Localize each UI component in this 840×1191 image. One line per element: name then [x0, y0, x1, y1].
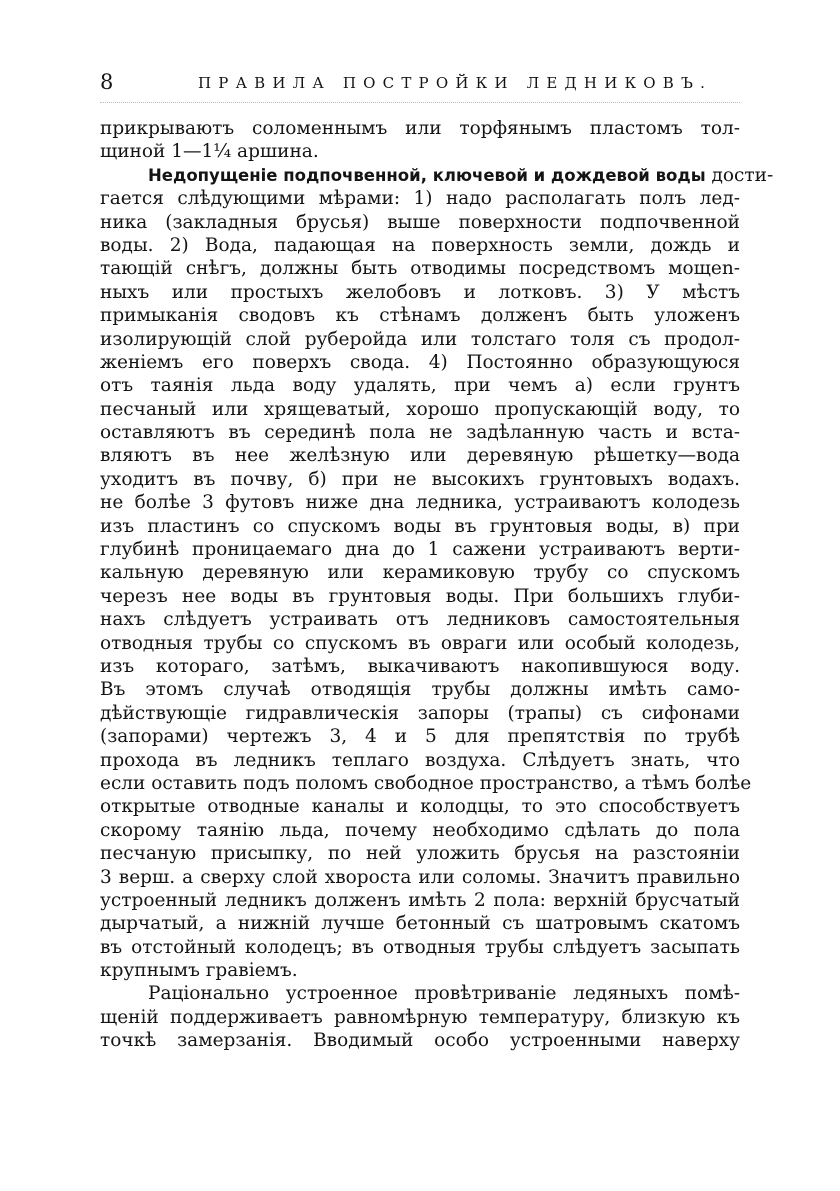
text-line: щиной 1—1¼ аршина. — [100, 141, 319, 163]
text-line: глубинѣ проницаемаго дна до 1 сажени устраиваютъ верти- — [100, 539, 740, 561]
text-line: воды. 2) Вода, падающая на поверхность земли, дождь и — [100, 234, 740, 256]
text-line: если оставить подъ поломъ свободное пространство, а тѣмъ болѣе — [100, 772, 752, 794]
text-line: черезъ нее воды въ грунтовыя воды. При большихъ глуби- — [100, 585, 740, 607]
text-line: (запорами) чертежъ 3, 4 и 5 для препятствія по трубѣ — [100, 726, 740, 748]
running-title: ПРАВИЛА ПОСТРОЙКИ ЛЕДНИКОВЪ. — [198, 74, 713, 92]
text-line: нахъ слѣдуетъ устраивать отъ ледниковъ самостоятельныя — [100, 609, 740, 631]
text-line: точкѣ замерзанія. Вводимый особо устроенными наверху — [100, 1030, 740, 1052]
text-line: дѣйствующіе гидравлическія запоры (трапы) съ сифонами — [100, 702, 740, 724]
header-rule — [100, 102, 740, 103]
text-line: не болѣе 3 футовъ ниже дна ледника, устраиваютъ колодезь — [100, 492, 740, 514]
text-line: вляютъ въ нее желѣзную или деревяную рѣшетку—вода — [100, 445, 740, 467]
text-line: изъ котораго, затѣмъ, выкачиваютъ накопившуюся воду. — [100, 655, 740, 677]
text-line: песчаный или хрящеватый, хорошо пропускающій воду, то — [100, 398, 740, 420]
text-line: прикрываютъ соломеннымъ или торфянымъ пластомъ тол- — [100, 118, 740, 139]
text-line: дырчатый, а нижній лучше бетонный съ шатровымъ скатомъ — [100, 913, 740, 935]
page-number: 8 — [100, 70, 114, 94]
text-line: примыканія сводовъ къ стѣнамъ долженъ быть уложенъ — [100, 305, 740, 327]
page-header — [100, 70, 740, 100]
paragraph-heading-line — [100, 164, 774, 187]
section-heading: Недопущеніе подпочвенной, ключевой и дождевой воды — [148, 165, 706, 185]
text-line: оставляютъ въ серединѣ пола не задѣланную часть и вста- — [100, 422, 740, 444]
text-line: открытые отводные каналы и колодцы, то это способствуетъ — [100, 796, 740, 818]
text-line: крупнымъ гравіемъ. — [100, 960, 298, 982]
text-line: прохода въ ледникъ теплаго воздуха. Слѣдуетъ знать, что — [100, 749, 740, 771]
text-line: тающій снѣгъ, должны быть отводимы посредствомъ мощеn- — [100, 258, 740, 280]
text-line: уходитъ въ почву, б) при не высокихъ грунтовыхъ водахъ. — [100, 468, 740, 490]
text-line: въ отстойный колодецъ; въ отводныя трубы слѣдуетъ засыпать — [100, 936, 740, 958]
text-line: изолирующій слой руберойда или толстаго толя съ продол- — [100, 328, 740, 350]
text-line: ныхъ или простыхъ желобовъ и лотковъ. 3) У мѣстъ — [100, 281, 740, 303]
text-line: женіемъ его поверхъ свода. 4) Постоянно образующуюся — [100, 351, 740, 373]
text-line: скорому таянію льда, почему необходимо сдѣлать до пола — [100, 819, 740, 841]
text-line: Въ этомъ случаѣ отводящія трубы должны имѣть само- — [100, 679, 740, 701]
text-line: устроенный ледникъ долженъ имѣть 2 пола: верхній брусчатый — [100, 889, 740, 911]
text-line: отводныя трубы со спускомъ въ овраги или особый колодезь, — [100, 632, 740, 654]
text-line: ника (закладныя брусья) выше поверхности подпочвенной — [100, 211, 740, 233]
text-fragment: дости- — [705, 164, 774, 186]
body-text — [100, 117, 774, 1053]
text-line: кальную деревяную или керамиковую трубу со спускомъ — [100, 562, 740, 584]
text-line: 3 верш. а сверху слой хвороста или соломы. Значитъ правильно — [100, 866, 740, 888]
text-line: щеній поддерживаетъ равномѣрную температуру, близкую къ — [100, 1006, 740, 1028]
text-line: песчаную присыпку, по ней уложить брусья на разстояніи — [100, 843, 740, 865]
text-line: отъ таянія льда воду удалять, при чемъ а) если грунтъ — [100, 375, 740, 397]
text-line: изъ пластинъ со спускомъ воды въ грунтовыя воды, в) при — [100, 515, 740, 537]
text-line: Раціонально устроенное провѣтриваніе ледяныхъ помѣ- — [148, 983, 740, 1005]
text-line: гается слѣдующими мѣрами: 1) надо располагать полъ лед- — [100, 188, 740, 210]
